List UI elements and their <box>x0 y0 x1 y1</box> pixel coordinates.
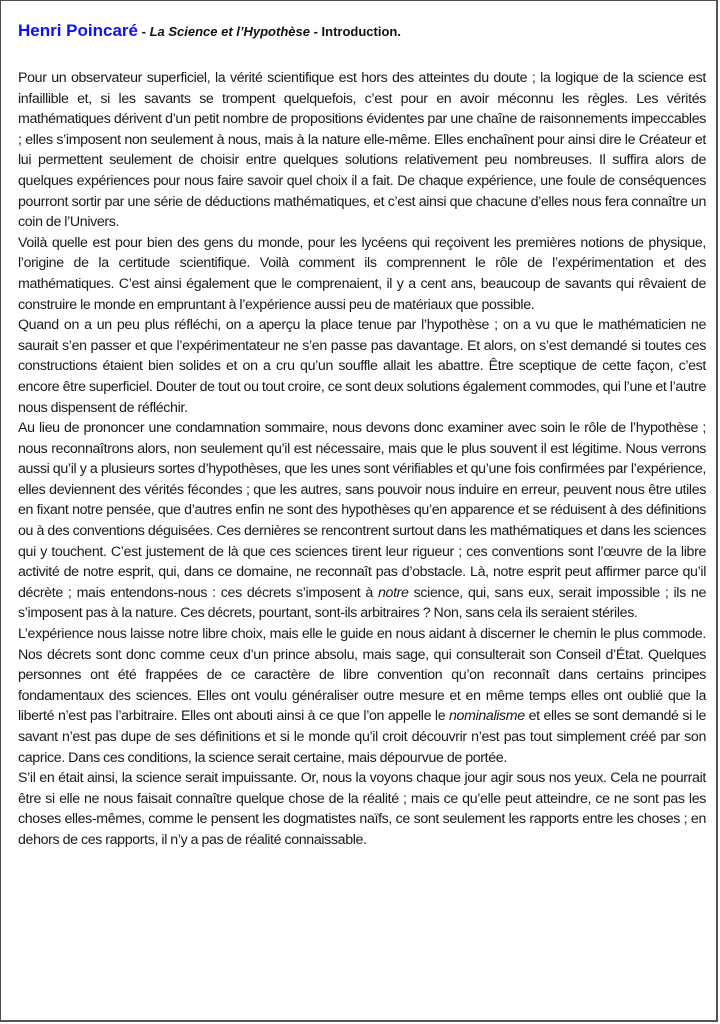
author-name: Henri Poincaré <box>18 21 138 40</box>
title-separator: - <box>309 24 322 39</box>
paragraph-text: L’expérience nous laisse notre libre choix, mais elle le guide en nous aidant à discerner le chemin le plus commode. Nos décrets sont donc comme ceux d’un prince absolu, mais sage, qui consulterait son Conseil d’État. Quelques personnes ont été frappées de ce caractère de libre convention qu’on reconnaît dans certains principes fondamentaux des sciences. Elles ont voulu généraliser outre mesure et en même temps elles ont oublié que la liberté n’est pas l’arbitraire. Elles ont abouti ainsi à ce que l’on appelle le <box>18 626 706 725</box>
paragraph: S’il en était ainsi, la science serait impuissante. Or, nous la voyons chaque jour agir sous nos yeux. Cela ne pourrait être si elle ne nous faisait connaître quelque chose de la réalité ; mais ce qu’elle peut atteindre, ce ne sont pas les choses elles-mêmes, comme le pensent les dogmatistes naïfs, ce sont seulement les rapports entre les choses ; en dehors de ces rapports, il n’y a pas de réalité connaissable. <box>18 770 706 848</box>
paragraph-text: Au lieu de prononcer une condamnation sommaire, nous devons donc examiner avec soin le rôle de l’hypothèse ; nous reconnaîtrons alors, non seulement qu’il est nécessaire, mais que le plus souvent il est légitime. Nous verrons aussi qu’il y a plusieurs sortes d’hypothèses, que les unes sont vérifiables et qu’une fois confirmées par l’expérience, elles deviennent des vérités fécondes ; que les autres, sans pouvoir nous induire en erreur, peuvent nous être utiles en fixant notre pensée, que d’autres enfin ne sont des hypothèses qu’en apparence et se réduisent à des définitions ou à des conventions déguisées. Ces dernières se rencontrent surtout dans les mathématiques et dans les sciences qui y touchent. C’est justement de là que ces sciences tirent leur rigueur ; ces conventions sont l’œuvre de la libre activité de notre esprit, qui, dans ce domaine, ne reconnaît pas d’obstacle. Là, notre esprit peut affirmer parce qu’il décrète ; mais entendons-nous : ces décrets s’imposent à <box>18 420 706 601</box>
section-title: Introduction. <box>321 24 401 39</box>
paragraph: Voilà quelle est pour bien des gens du monde, pour les lycéens qui reçoivent les premières notions de physique, l’origine de la certitude scientifique. Voilà comment ils comprennent le rôle de l’expérimentation et des mathématiques. C’est ainsi également que le comprenaient, il y a cent ans, beaucoup de savants qui rêvaient de construire le monde en empruntant à l’expérience aussi peu de matériaux que possible. <box>18 234 706 313</box>
paragraph-text: science, qui, sans eux, serait impossible ; ils ne s’imposent pas à la nature. Ces décrets, pourtant, sont-ils arbitraires ? Non, sans cela ils seraient stériles. <box>18 584 706 622</box>
paragraph: Quand on a un peu plus réfléchi, on a aperçu la place tenue par l’hypothèse ; on a vu que le mathématicien ne saurait s’en passer et que l’expérimentateur ne s’en passe pas davantage. Et alors, on s’est demandé si toutes ces constructions étaient bien solides et on a cru qu’un souffle allait les abattre. Être sceptique de cette façon, c’est encore être superficiel. Douter de tout ou tout croire, ce sont deux solutions également commodes, qui l’une et l’autre nous dispensent de réfléchir. <box>18 317 706 416</box>
paragraph <box>18 624 706 768</box>
work-title: La Science et l’Hypothèse <box>149 24 310 39</box>
emphasized-word: nominalisme <box>449 708 525 725</box>
title-separator: - <box>138 24 150 39</box>
emphasized-word: notre <box>378 584 409 601</box>
paragraph-text: et elles se sont demandé si le savant n’est pas dupe de ses définitions et si le monde qu’il croit découvrir n’est pas tout simplement créé par son caprice. Dans ces conditions, la science serait certaine, mais dépourvue de portée. <box>18 708 707 766</box>
paragraph <box>18 418 706 624</box>
document-header <box>18 21 401 41</box>
document-body <box>18 68 706 851</box>
paragraph: Pour un observateur superficiel, la vérité scientifique est hors des atteintes du doute ; la logique de la science est infaillible et, si les savants se trompent quelquefois, c’est pour en avoir méconnu les règles. Les vérités mathématiques dérivent d’un petit nombre de propositions évidentes par une chaîne de raisonnements impeccables ; elles s’imposent non seulement à nous, mais à la nature elle-même. Elles enchaînent pour ainsi dire le Créateur et lui permettent seulement de choisir entre quelques solutions relativement peu nombreuses. Il suffira alors de quelques expériences pour nous faire savoir quel choix il a fait. De chaque expérience, une foule de conséquences pourront sortir par une série de déductions mathématiques, et c’est ainsi que chacune d’elles nous fera connaître un coin de l’Univers. <box>18 70 706 231</box>
